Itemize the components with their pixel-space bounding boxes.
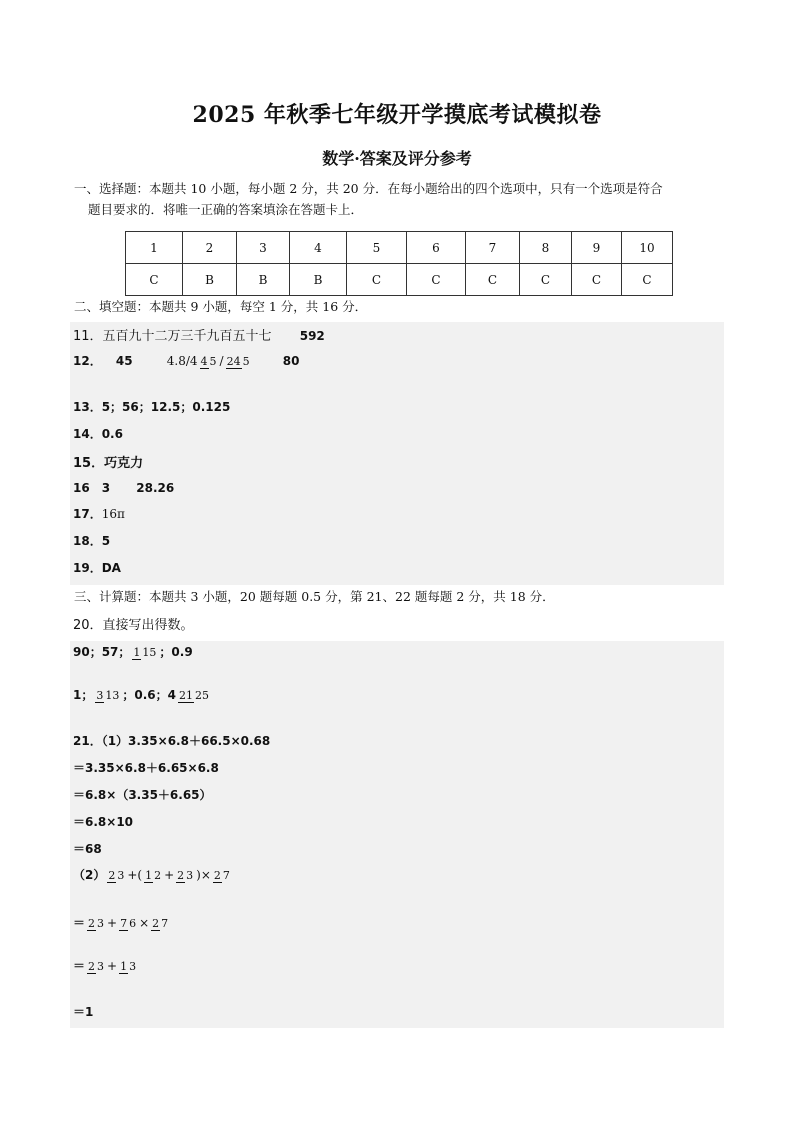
denominator: 15 [142,645,157,659]
numerator: 2 [213,868,221,882]
table-cell: B [237,264,290,296]
fraction [176,869,194,883]
denominator: 6 [129,916,137,930]
denominator: 3 [186,868,194,882]
fraction [213,869,231,883]
table-cell: B [290,264,347,296]
answer-15: 15．巧克力 [73,456,144,471]
fraction [119,960,137,974]
answer-21-part1: 21．（1）3.35×6.8＋66.5×0.68 [73,734,271,748]
operator: +( [127,868,143,882]
answer-11 [73,325,325,344]
answer-table-answer-row [126,264,673,296]
answer-14: 14．0.6 [73,427,123,441]
answer-21-part2 [73,866,233,883]
denominator: 5 [209,354,217,368]
answer-12-b: 4.8/4 [166,354,198,368]
section2-heading: 二、填空题：本题共 9 小题，每空 1 分，共 16 分． [74,299,368,314]
numerator: 2 [88,916,96,930]
answer-table [125,231,673,296]
exam-subtitle: 数学·答案及评分参考 [322,149,472,168]
numerator: 4 [200,354,208,368]
numerator: 24 [226,354,241,368]
fraction [226,355,251,369]
table-cell: 10 [622,232,673,264]
denominator: 13 [105,688,120,702]
answer-12-sep: / [219,354,224,368]
table-cell: C [466,264,520,296]
numerator: 21 [178,688,193,702]
step-line: ＝6.8×10 [73,815,134,829]
fraction [132,646,157,660]
denominator: 3 [117,868,125,882]
answer-12-c: 80 [282,354,300,368]
table-cell: 6 [407,232,466,264]
numerator: 2 [152,916,160,930]
fraction [200,355,218,369]
numerator: 3 [96,688,104,702]
part2-label: （2） [73,868,106,882]
step-line [73,957,139,974]
answer-16 [73,479,174,496]
numerator: 7 [120,916,128,930]
answer-12 [73,352,299,369]
answer-20-row2-a: 1； [73,688,94,702]
answer-11-text: 11．五百九十二万三千九百五十七 [73,329,272,344]
answer-19: 19．DA [73,561,121,575]
denominator: 7 [222,868,230,882]
exam-title: 2025 年秋季七年级开学摸底考试模拟卷 [192,102,602,128]
numerator: 1 [133,645,141,659]
table-cell: C [572,264,622,296]
table-cell: 1 [126,232,183,264]
denominator: 25 [194,688,209,702]
table-cell: 8 [520,232,572,264]
step-line: ＝6.8×（3.35＋6.65） [73,788,212,802]
answer-16-b: 28.26 [136,481,175,495]
fraction [151,917,169,931]
answer-20-row-1 [73,643,193,660]
fraction [144,869,162,883]
table-cell: C [407,264,466,296]
fraction [87,917,105,931]
numerator: 1 [120,959,128,973]
fraction [178,689,210,703]
fraction [119,917,137,931]
table-cell: C [622,264,673,296]
equals: ＝ [73,916,86,930]
table-cell: C [347,264,407,296]
answer-20-row-2 [73,686,212,703]
table-cell: C [520,264,572,296]
answer-12-label: 12． [73,354,102,368]
section3-heading: 三、计算题：本题共 3 小题，20 题每题 0.5 分，第 21、22 题每题 2 分，共 18 分． [74,589,555,604]
denominator: 5 [242,354,250,368]
table-cell: 3 [237,232,290,264]
section1-instructions [74,178,734,220]
fraction [87,960,105,974]
question-20-heading: 20．直接写出得数。 [73,618,194,633]
answer-11-number: 592 [299,329,325,343]
denominator: 3 [97,959,105,973]
answer-20-row2-b: ；0.6；4 [122,688,176,702]
table-cell: 2 [183,232,237,264]
fraction [95,689,120,703]
denominator: 3 [97,916,105,930]
section1-line2: 题目要求的．将唯一正确的答案填涂在答题卡上． [88,202,364,217]
answer-17-label: 17． [73,507,102,521]
fraction [107,869,125,883]
numerator: 2 [177,868,185,882]
step-line: ＝68 [73,842,102,856]
answer-table-number-row [126,232,673,264]
table-cell: 4 [290,232,347,264]
table-cell: B [183,264,237,296]
answer-20-row1-a: 90；57； [73,645,131,659]
operator: + [164,868,175,882]
operator: + [107,959,118,973]
step-line: ＝3.35×6.8＋6.65×6.8 [73,761,219,775]
answer-16-a: 16 3 [73,481,111,495]
denominator: 7 [161,916,169,930]
answer-13: 13．5；56；12.5；0.125 [73,400,231,414]
numerator: 1 [145,868,153,882]
step-line [73,914,171,931]
answer-17 [73,505,125,522]
section1-line1: 一、选择题：本题共 10 小题，每小题 2 分，共 20 分．在每小题给出的四个选项中，只有一个选项是符合 [74,181,663,196]
table-cell: C [126,264,183,296]
table-cell: 7 [466,232,520,264]
answer-18: 18．5 [73,534,111,548]
numerator: 2 [88,959,96,973]
step-line: ＝1 [73,1005,94,1019]
operator: × [139,916,150,930]
table-cell: 5 [347,232,407,264]
denominator: 3 [129,959,137,973]
answer-17-value: 16π [101,507,125,521]
denominator: 2 [154,868,162,882]
equals: ＝ [73,959,86,973]
answer-12-a: 45 [115,354,133,368]
operator: )× [196,868,211,882]
numerator: 2 [108,868,116,882]
answer-20-row1-b: ；0.9 [159,645,193,659]
table-cell: 9 [572,232,622,264]
operator: + [107,916,118,930]
